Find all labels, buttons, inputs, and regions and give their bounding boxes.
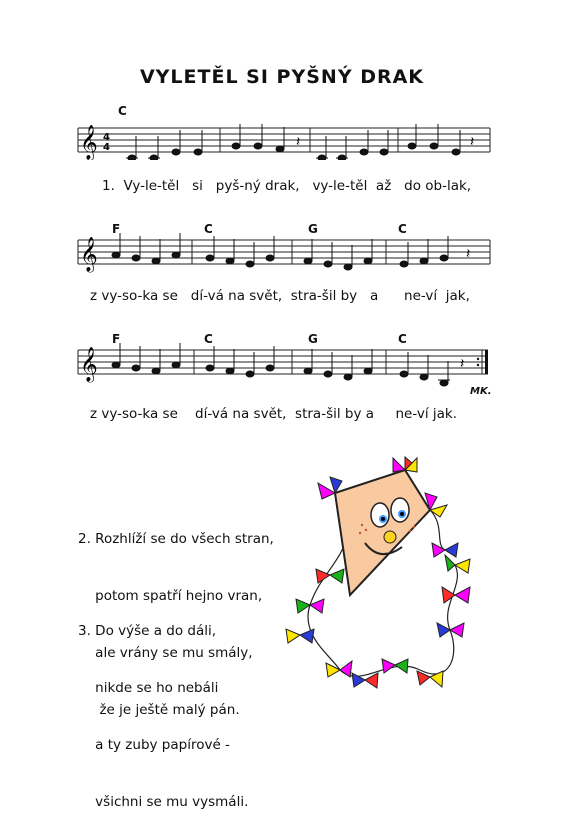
verse-line: a ty zuby papírové - [78, 737, 230, 753]
chord-label: C [398, 222, 407, 236]
staff-3 [70, 330, 500, 390]
lyrics-line-1: 1. Vy-le-těl si pyš-ný drak, vy-le-těl až do ob-lak, [102, 178, 472, 194]
music-system-2 [70, 220, 500, 315]
verse-line: všichni se mu vysmáli. [78, 794, 249, 810]
music-system-3 [70, 330, 500, 425]
kite-illustration [280, 455, 480, 705]
treble-clef-icon: 𝄞 [80, 237, 98, 272]
chord-label: G [308, 332, 318, 346]
music-system-1 [70, 100, 500, 195]
rest-icon: 𝄽 [470, 134, 475, 150]
chord-label: G [308, 222, 318, 236]
chord-label: C [204, 332, 213, 346]
svg-text:4: 4 [103, 132, 110, 143]
verse-line: 3. Do výše a do dáli, [78, 623, 217, 639]
staff-2 [70, 220, 500, 280]
chord-label: C [398, 332, 407, 346]
chord-label: C [118, 104, 127, 118]
verse-line: nikde se ho nebáli [78, 680, 219, 696]
staff-1 [70, 100, 500, 160]
treble-clef-icon: 𝄞 [80, 347, 98, 382]
verse-line: že je ještě malý pán. [78, 702, 240, 718]
verse-line: 2. Rozhlíží se do všech stran, [78, 531, 274, 547]
verse-line: ale vrány se mu smály, [78, 645, 253, 661]
chord-label: F [112, 332, 121, 346]
song-title: VYLETĚL SI PYŠNÝ DRAK [139, 66, 425, 88]
treble-clef-icon: 𝄞 [80, 125, 98, 160]
author-initials: MK. [470, 386, 492, 397]
rest-icon: 𝄽 [466, 246, 471, 262]
chord-label: F [112, 222, 121, 236]
chord-label: C [204, 222, 213, 236]
rest-icon: 𝄽 [296, 134, 301, 150]
verse-3 [78, 584, 248, 831]
kite-body [335, 470, 430, 595]
svg-text:4: 4 [103, 142, 110, 153]
lyrics-line-3: z vy-so-ka se dí-vá na svět, stra-šil by a ne-ví jak. [90, 406, 458, 422]
lyrics-line-2: z vy-so-ka se dí-vá na svět, stra-šil by a ne-ví jak, [90, 288, 470, 304]
rest-icon: 𝄽 [460, 356, 465, 372]
verse-line: potom spatří hejno vran, [78, 588, 263, 604]
